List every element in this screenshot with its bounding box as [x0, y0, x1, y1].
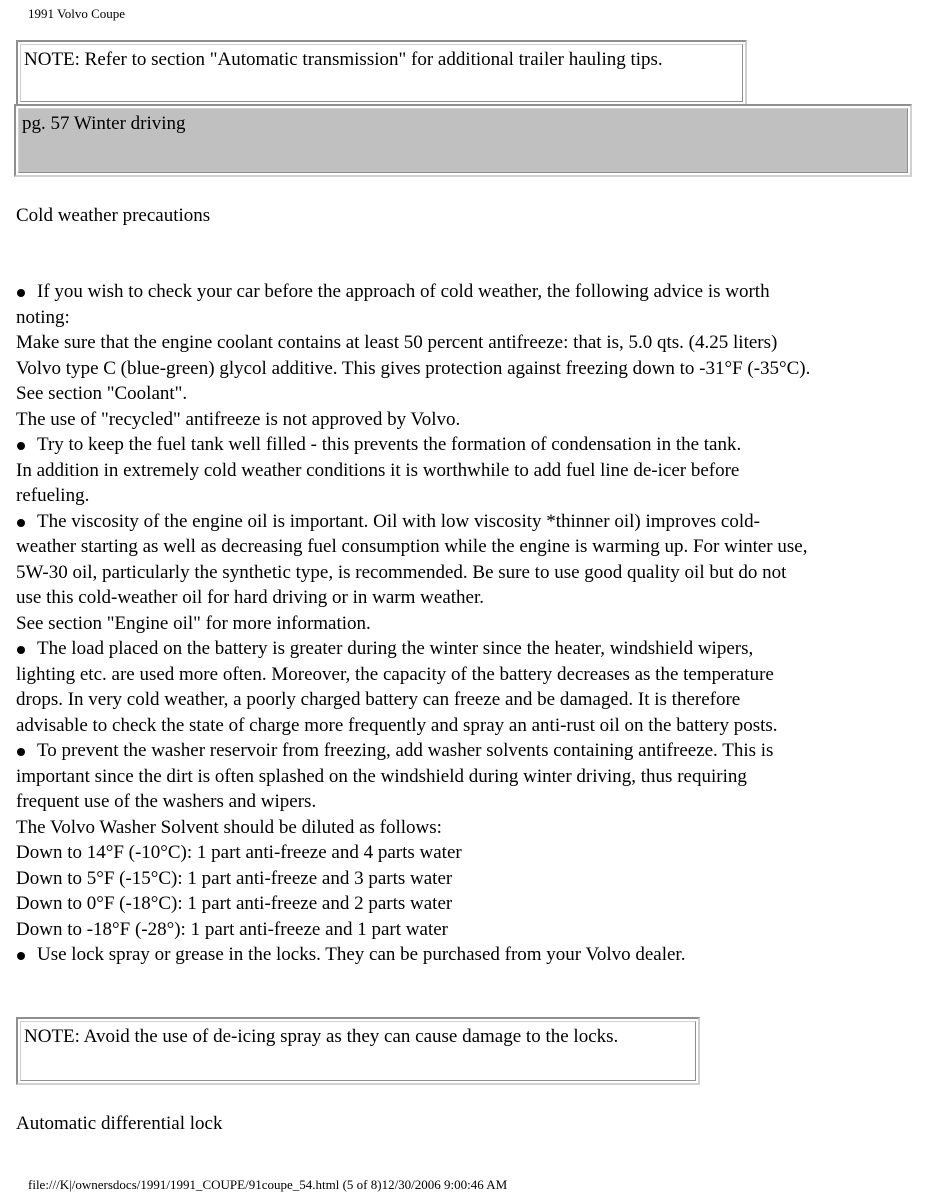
document-header-title: 1991 Volvo Coupe — [28, 6, 126, 21]
cold-weather-body — [16, 279, 916, 968]
body-line: Use lock spray or grease in the locks. They can be purchased from your Volvo dealer. — [37, 944, 686, 965]
body-line: See section "Engine oil" for more information. — [16, 612, 371, 634]
trailer-note-box — [16, 40, 747, 106]
body-line: lighting etc. are used more often. Moreover, the capacity of the battery decreases as the temperature — [16, 663, 774, 685]
body-line: use this cold-weather oil for hard driving or in warm weather. — [16, 587, 484, 608]
body-line: drops. In very cold weather, a poorly charged battery can freeze and be damaged. It is therefore — [16, 689, 741, 710]
body-line: Volvo type C (blue-green) glycol additive. This gives protection against freezing down to -31°F (-35°C). — [16, 357, 811, 379]
body-line: 5W-30 oil, particularly the synthetic type, is recommended. Be sure to use good quality oil but do not — [16, 561, 787, 583]
body-line: In addition in extremely cold weather conditions it is worthwhile to add fuel line de-icer before — [16, 459, 740, 481]
body-line: Try to keep the fuel tank well filled - this prevents the formation of condensation in the tank. — [37, 434, 742, 455]
body-line: advisable to check the state of charge more frequently and spray an anti-rust oil on the battery posts. — [16, 714, 778, 736]
deicing-note-text: NOTE: Avoid the use of de-icing spray as they can cause damage to the locks. — [24, 1026, 619, 1047]
winter-driving-section-bar — [14, 104, 912, 177]
body-line: Down to 14°F (-10°C): 1 part anti-freeze and 4 parts water — [16, 842, 462, 863]
deicing-note-box — [16, 1017, 700, 1085]
body-line: weather starting as well as decreasing fuel consumption while the engine is warming up. For winter use, — [16, 536, 808, 557]
body-line: Down to 0°F (-18°C): 1 part anti-freeze and 2 parts water — [16, 893, 453, 914]
trailer-note-text: NOTE: Refer to section "Automatic transmission" for additional trailer hauling tips. — [24, 49, 663, 70]
body-line: The viscosity of the engine oil is important. Oil with low viscosity *thinner oil) improves cold- — [37, 510, 760, 532]
body-line: If you wish to check your car before the approach of cold weather, the following advice is worth — [37, 281, 770, 302]
body-line: noting: — [16, 306, 70, 328]
body-line: Down to 5°F (-15°C): 1 part anti-freeze and 3 parts water — [16, 867, 453, 889]
body-line: Down to -18°F (-28°): 1 part anti-freeze and 1 part water — [16, 918, 448, 940]
cold-weather-heading: Cold weather precautions — [16, 205, 211, 226]
body-line: The load placed on the battery is greater during the winter since the heater, windshield wipers, — [37, 638, 754, 659]
body-line: frequent use of the washers and wipers. — [16, 791, 317, 812]
differential-lock-heading: Automatic differential lock — [16, 1113, 223, 1134]
body-line: refueling. — [16, 485, 90, 506]
body-line: To prevent the washer reservoir from freezing, add washer solvents containing antifreeze. This is — [37, 740, 774, 761]
body-line: The use of "recycled" antifreeze is not approved by Volvo. — [16, 408, 461, 430]
body-line: important since the dirt is often splashed on the windshield during winter driving, thus requiring — [16, 765, 747, 787]
body-line: See section "Coolant". — [16, 383, 188, 404]
winter-driving-label: pg. 57 Winter driving — [22, 113, 186, 134]
footer-file-path: file:///K|/ownersdocs/1991/1991_COUPE/91coupe_54.html (5 of 8)12/30/2006 9:00:46 AM — [28, 1177, 508, 1192]
body-line: Make sure that the engine coolant contains at least 50 percent antifreeze: that is, 5.0 qts. (4.25 liters) — [16, 332, 778, 353]
body-line: The Volvo Washer Solvent should be diluted as follows: — [16, 816, 442, 838]
